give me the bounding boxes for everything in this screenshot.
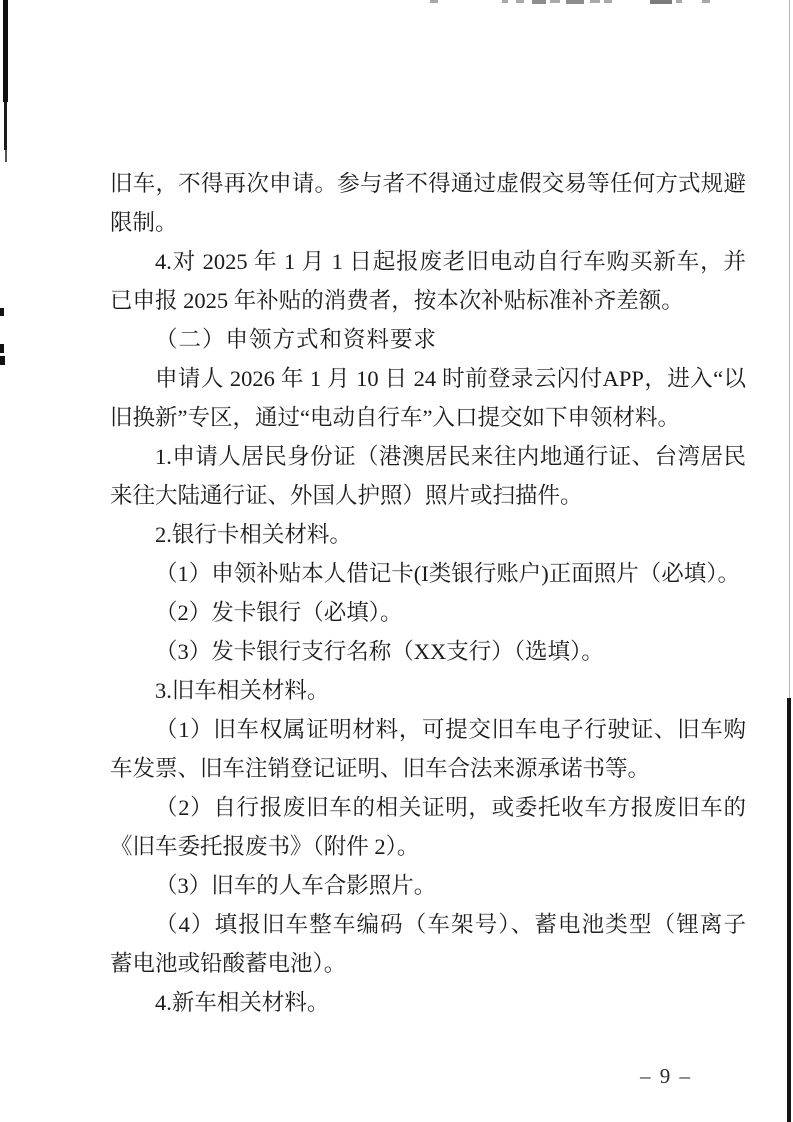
scan-artifact-top-mark xyxy=(566,0,584,4)
scan-artifact-top-mark xyxy=(702,0,710,3)
scan-artifact-left-edge-line xyxy=(3,0,8,102)
text-line: （2）自行报废旧车的相关证明，或委托收车方报废旧车的 xyxy=(155,795,746,820)
text-line: （1）旧车权属证明材料，可提交旧车电子行驶证、旧车购 xyxy=(155,717,746,742)
section-heading: （二）申领方式和资料要求 xyxy=(155,327,438,352)
scan-artifact-top-mark xyxy=(502,0,508,3)
text-line: 《旧车委托报废书》（附件 2）。 xyxy=(110,834,420,859)
text-line: 3.旧车相关材料。 xyxy=(155,678,330,703)
scan-artifact-right-edge-line xyxy=(787,698,791,1122)
document-text-block xyxy=(110,164,746,1022)
text-line: （2）发卡银行（必填）。 xyxy=(155,600,403,625)
text-line: 4.对 2025 年 1 月 1 日起报废老旧电动自行车购买新车，并 xyxy=(155,249,746,274)
text-line: 1.申请人居民身份证（港澳居民来往内地通行证、台湾居民 xyxy=(155,444,746,469)
scan-artifact-top-mark xyxy=(550,0,560,3)
text-line: （3）发卡银行支行名称（XX支行）（选填）。 xyxy=(155,639,604,664)
scan-artifact-top-mark xyxy=(604,0,612,3)
text-line: 限制。 xyxy=(110,210,178,235)
scan-artifact-top-mark xyxy=(430,0,438,3)
text-line: 蓄电池或铅酸蓄电池）。 xyxy=(110,951,347,976)
text-line: 4.新车相关材料。 xyxy=(155,990,330,1015)
text-line: 2.银行卡相关材料。 xyxy=(155,522,352,547)
text-line: 申请人 2026 年 1 月 10 日 24 时前登录云闪付APP，进入“以 xyxy=(155,366,746,391)
text-line: 车发票、旧车注销登记证明、旧车合法来源承诺书等。 xyxy=(110,756,651,781)
scan-artifact-top-mark xyxy=(590,0,600,3)
scan-artifact-top-mark xyxy=(516,0,524,3)
scan-artifact-character-fragment xyxy=(0,356,5,365)
text-line: （4）填报旧车整车编码（车架号）、蓄电池类型（锂离子 xyxy=(155,912,746,937)
text-line: 已申报 2025 年补贴的消费者，按本次补贴标准补齐差额。 xyxy=(110,288,684,313)
scan-artifact-top-mark xyxy=(676,0,682,3)
scan-artifact-left-edge-line xyxy=(4,102,7,150)
text-line: （3）旧车的人车合影照片。 xyxy=(155,873,437,898)
scan-artifact-character-fragment xyxy=(0,344,4,353)
text-line: 旧车，不得再次申请。参与者不得通过虚假交易等任何方式规避 xyxy=(110,171,746,196)
page-number: – 9 – xyxy=(640,1064,692,1088)
text-line: 来往大陆通行证、外国人护照）照片或扫描件。 xyxy=(110,483,583,508)
text-line: 旧换新”专区，通过“电动自行车”入口提交如下申领材料。 xyxy=(110,405,680,430)
scan-artifact-top-mark xyxy=(650,0,672,4)
text-line: （1）申领补贴本人借记卡(I类银行账户)正面照片（必填）。 xyxy=(155,561,740,586)
scan-artifact-left-edge-line xyxy=(5,150,7,162)
scan-artifact-top-mark xyxy=(532,0,546,4)
scan-artifact-character-fragment xyxy=(0,308,4,316)
